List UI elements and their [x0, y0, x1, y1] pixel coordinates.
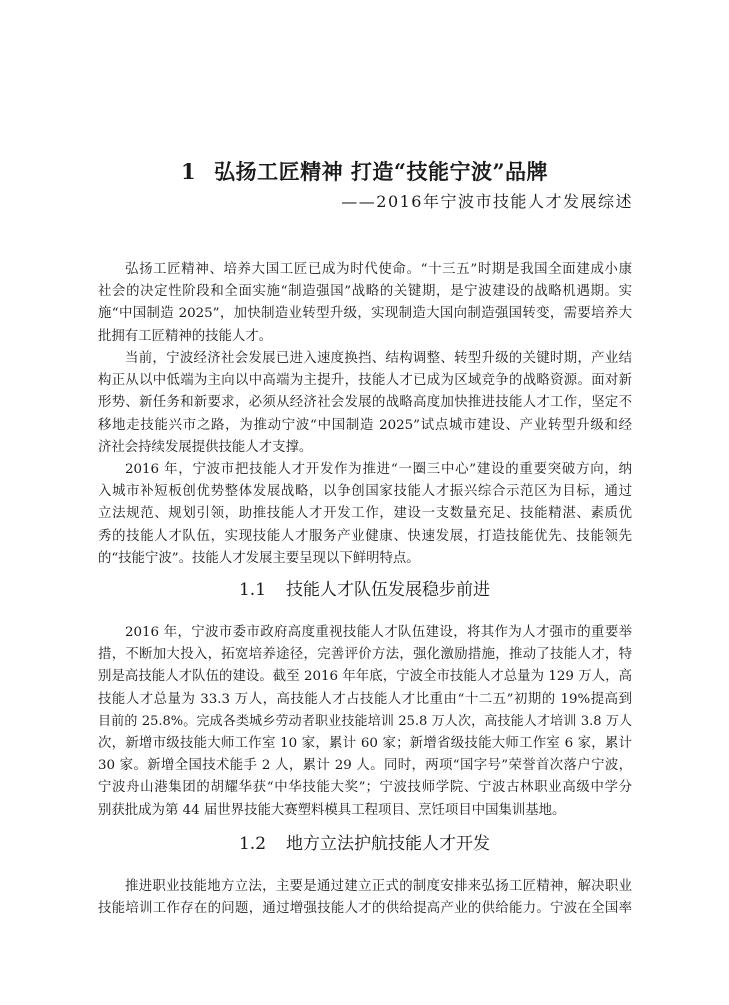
section-number: 1.1: [238, 580, 267, 600]
section-1-1-paragraph: [98, 622, 632, 822]
chapter-subtitle: ——2016年宁波市技能人才发展综述: [341, 192, 633, 211]
intro-paragraph-2: [98, 348, 632, 459]
chapter-title: [0, 156, 729, 186]
intro-paragraph-3: [98, 459, 632, 570]
paragraph-line: 立法规范、规划引领，助推技能人才开发工作，建设一支数量充足、技能精湛、素质优: [98, 506, 632, 522]
paragraph-line: 社会的决定性阶段和全面实施“制造强国”战略的关键期，是宁波建设的战略机遇期。实: [98, 284, 632, 300]
paragraph-line: 移地走技能兴市之路，为推动宁波“中国制造 2025”试点城市建设、产业转型升级和经: [98, 417, 632, 433]
paragraph-line: 目前的 25.8%。完成各类城乡劳动者职业技能培训 25.8 万人次，高技能人才培训 3.8 万人: [98, 713, 632, 729]
paragraph-line: 的“技能宁波”。技能人才发展主要呈现以下鲜明特点。: [98, 550, 420, 566]
section-title: 地方立法护航技能人才开发: [286, 834, 491, 854]
paragraph-line: 措，不断加大投入，拓宽培养途径，完善评价方法，强化激励措施，推动了技能人才，特: [98, 647, 632, 663]
paragraph-line: 2016 年，宁波市把技能人才开发作为推进“一圈三中心”建设的重要突破方向，纳: [125, 462, 632, 477]
paragraph-line: 施“中国制造 2025”，加快制造业转型升级，实现制造大国向制造强国转变，需要培养大: [98, 306, 632, 322]
section-number: 1.2: [238, 834, 267, 854]
paragraph-line: 2016 年，宁波市委市政府高度重视技能人才队伍建设，将其作为人才强市的重要举: [125, 625, 632, 640]
section-heading-1-1: [0, 575, 729, 600]
section-title: 技能人才队伍发展稳步前进: [286, 580, 491, 600]
paragraph-line: 推进职业技能地方立法，主要是通过建立正式的制度安排来弘扬工匠精神，解决职业: [125, 879, 632, 894]
chapter-number: 1: [180, 159, 197, 184]
paragraph-line: 弘扬工匠精神、培养大国工匠已成为时代使命。“十三五”时期是我国全面建成小康: [125, 262, 632, 277]
paragraph-line: 秀的技能人才队伍，实现技能人才服务产业健康、快速发展，打造技能优先、技能领先: [98, 528, 632, 544]
section-heading-1-2: [0, 829, 729, 854]
paragraph-line: 次，新增市级技能大师工作室 10 家，累计 60 家；新增省级技能大师工作室 6 家，累计: [98, 735, 632, 751]
paragraph-line: 别是高技能人才队伍的建设。截至 2016 年年底，宁波全市技能人才总量为 129 万人，高: [98, 669, 632, 685]
paragraph-line: 别获批成为第 44 届世界技能大赛塑料模具工程项目、烹饪项目中国集训基地。: [98, 802, 566, 818]
chapter-title-text: 弘扬工匠精神 打造“技能宁波”品牌: [214, 159, 549, 184]
paragraph-line: 批拥有工匠精神的技能人才。: [98, 328, 273, 344]
paragraph-line: 入城市补短板创优势整体发展战略，以争创国家技能人才振兴综合示范区为目标，通过: [98, 484, 632, 500]
intro-paragraph-1: [98, 259, 632, 348]
section-1-2-paragraph: [98, 876, 632, 920]
paragraph-line: 技能培训工作存在的问题，通过增强技能人才的供给提高产业的供给能力。宁波在全国率: [98, 901, 632, 917]
paragraph-line: 构正从以中低端为主向以中高端为主提升，技能人才已成为区域竞争的战略资源。面对新: [98, 373, 632, 389]
paragraph-line: 宁波舟山港集团的胡耀华获“中华技能大奖”；宁波技师学院、宁波古林职业高级中学分: [98, 780, 632, 796]
paragraph-line: 济社会持续发展提供技能人才支撑。: [98, 439, 313, 455]
paragraph-line: 30 家。新增全国技术能手 2 人，累计 29 人。同时，两项“国字号”荣誉首次落户宁波，: [98, 758, 632, 774]
paragraph-line: 形势、新任务和新要求，必须从经济社会发展的战略高度加快推进技能人才工作，坚定不: [98, 395, 632, 411]
paragraph-line: 当前，宁波经济社会发展已进入速度换挡、结构调整、转型升级的关键时期，产业结: [125, 351, 632, 366]
paragraph-line: 技能人才总量为 33.3 万人，高技能人才占技能人才比重由“十二五”初期的 19%提高到: [98, 691, 632, 707]
